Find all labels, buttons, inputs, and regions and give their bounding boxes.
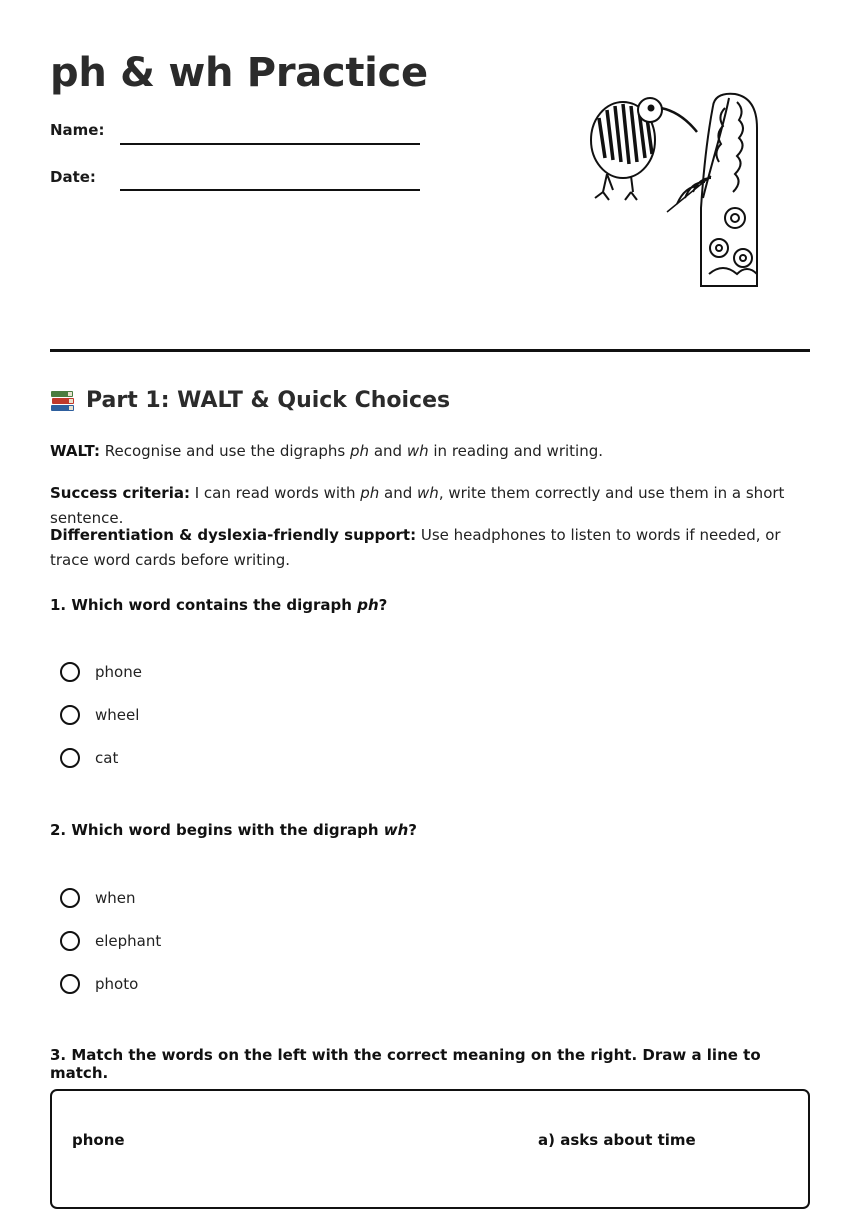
q2-option-label: elephant xyxy=(95,932,162,950)
success-text: and xyxy=(379,484,418,502)
walt-statement xyxy=(50,439,810,464)
walt-digraph-ph: ph xyxy=(350,442,370,460)
success-label: Success criteria: xyxy=(50,484,190,502)
header-divider xyxy=(50,349,810,352)
question-1-text: 1. Which word contains the digraph xyxy=(50,596,358,614)
q1-option[interactable] xyxy=(60,659,142,685)
radio-button[interactable] xyxy=(60,705,80,725)
walt-text: Recognise and use the digraphs xyxy=(99,442,351,460)
success-digraph-wh: wh xyxy=(417,484,439,502)
q1-option-label: cat xyxy=(95,749,119,767)
q1-option-label: wheel xyxy=(95,706,140,724)
question-2-text: 2. Which word begins with the digraph xyxy=(50,821,384,839)
q2-option[interactable] xyxy=(60,928,161,954)
name-field xyxy=(50,121,104,139)
q1-option[interactable] xyxy=(60,702,139,728)
carving-icon xyxy=(667,94,757,286)
q2-option[interactable] xyxy=(60,971,138,997)
success-text: I can read words with xyxy=(189,484,361,502)
matching-box xyxy=(50,1089,810,1209)
question-1-digraph: ph xyxy=(357,596,379,614)
match-meaning[interactable]: a) asks about time xyxy=(538,1131,696,1149)
radio-button[interactable] xyxy=(60,888,80,908)
name-label: Name: xyxy=(50,121,105,139)
date-label: Date: xyxy=(50,168,96,186)
radio-button[interactable] xyxy=(60,748,80,768)
kiwi-and-carving-illustration xyxy=(585,88,760,294)
success-digraph-ph: ph xyxy=(360,484,380,502)
date-field xyxy=(50,168,96,186)
question-1 xyxy=(50,596,387,614)
radio-button[interactable] xyxy=(60,662,80,682)
walt-text: in reading and writing. xyxy=(428,442,603,460)
question-3: 3. Match the words on the left with the correct meaning on the right. Draw a line to match. xyxy=(50,1046,761,1082)
part1-heading xyxy=(50,388,450,413)
radio-button[interactable] xyxy=(60,974,80,994)
q2-option-label: photo xyxy=(95,975,139,993)
success-text: , write them correctly and use them in a short sentence. xyxy=(50,484,785,527)
q2-option[interactable] xyxy=(60,885,136,911)
differentiation-text: Use headphones to listen to words if needed, or trace word cards before writing. xyxy=(50,526,781,569)
question-2-suffix: ? xyxy=(408,821,417,839)
q2-option-label: when xyxy=(95,889,136,907)
walt-label: WALT: xyxy=(50,442,100,460)
question-1-suffix: ? xyxy=(378,596,388,614)
match-word[interactable]: phone xyxy=(72,1131,125,1149)
walt-text: and xyxy=(369,442,407,460)
question-2-digraph: wh xyxy=(383,821,409,839)
date-write-line[interactable] xyxy=(120,189,420,191)
kiwi-bird-icon xyxy=(591,98,697,200)
part1-heading-text: Part 1: WALT & Quick Choices xyxy=(86,388,451,413)
q1-option-label: phone xyxy=(95,663,142,681)
worksheet-title: ph & wh Practice xyxy=(50,50,428,96)
walt-digraph-wh: wh xyxy=(406,442,429,460)
radio-button[interactable] xyxy=(60,931,80,951)
name-write-line[interactable] xyxy=(120,143,420,145)
q1-option[interactable] xyxy=(60,745,118,771)
question-2 xyxy=(50,821,417,839)
differentiation-note xyxy=(50,523,810,573)
differentiation-label: Differentiation & dyslexia-friendly support: xyxy=(50,526,417,544)
books-icon xyxy=(50,389,76,413)
